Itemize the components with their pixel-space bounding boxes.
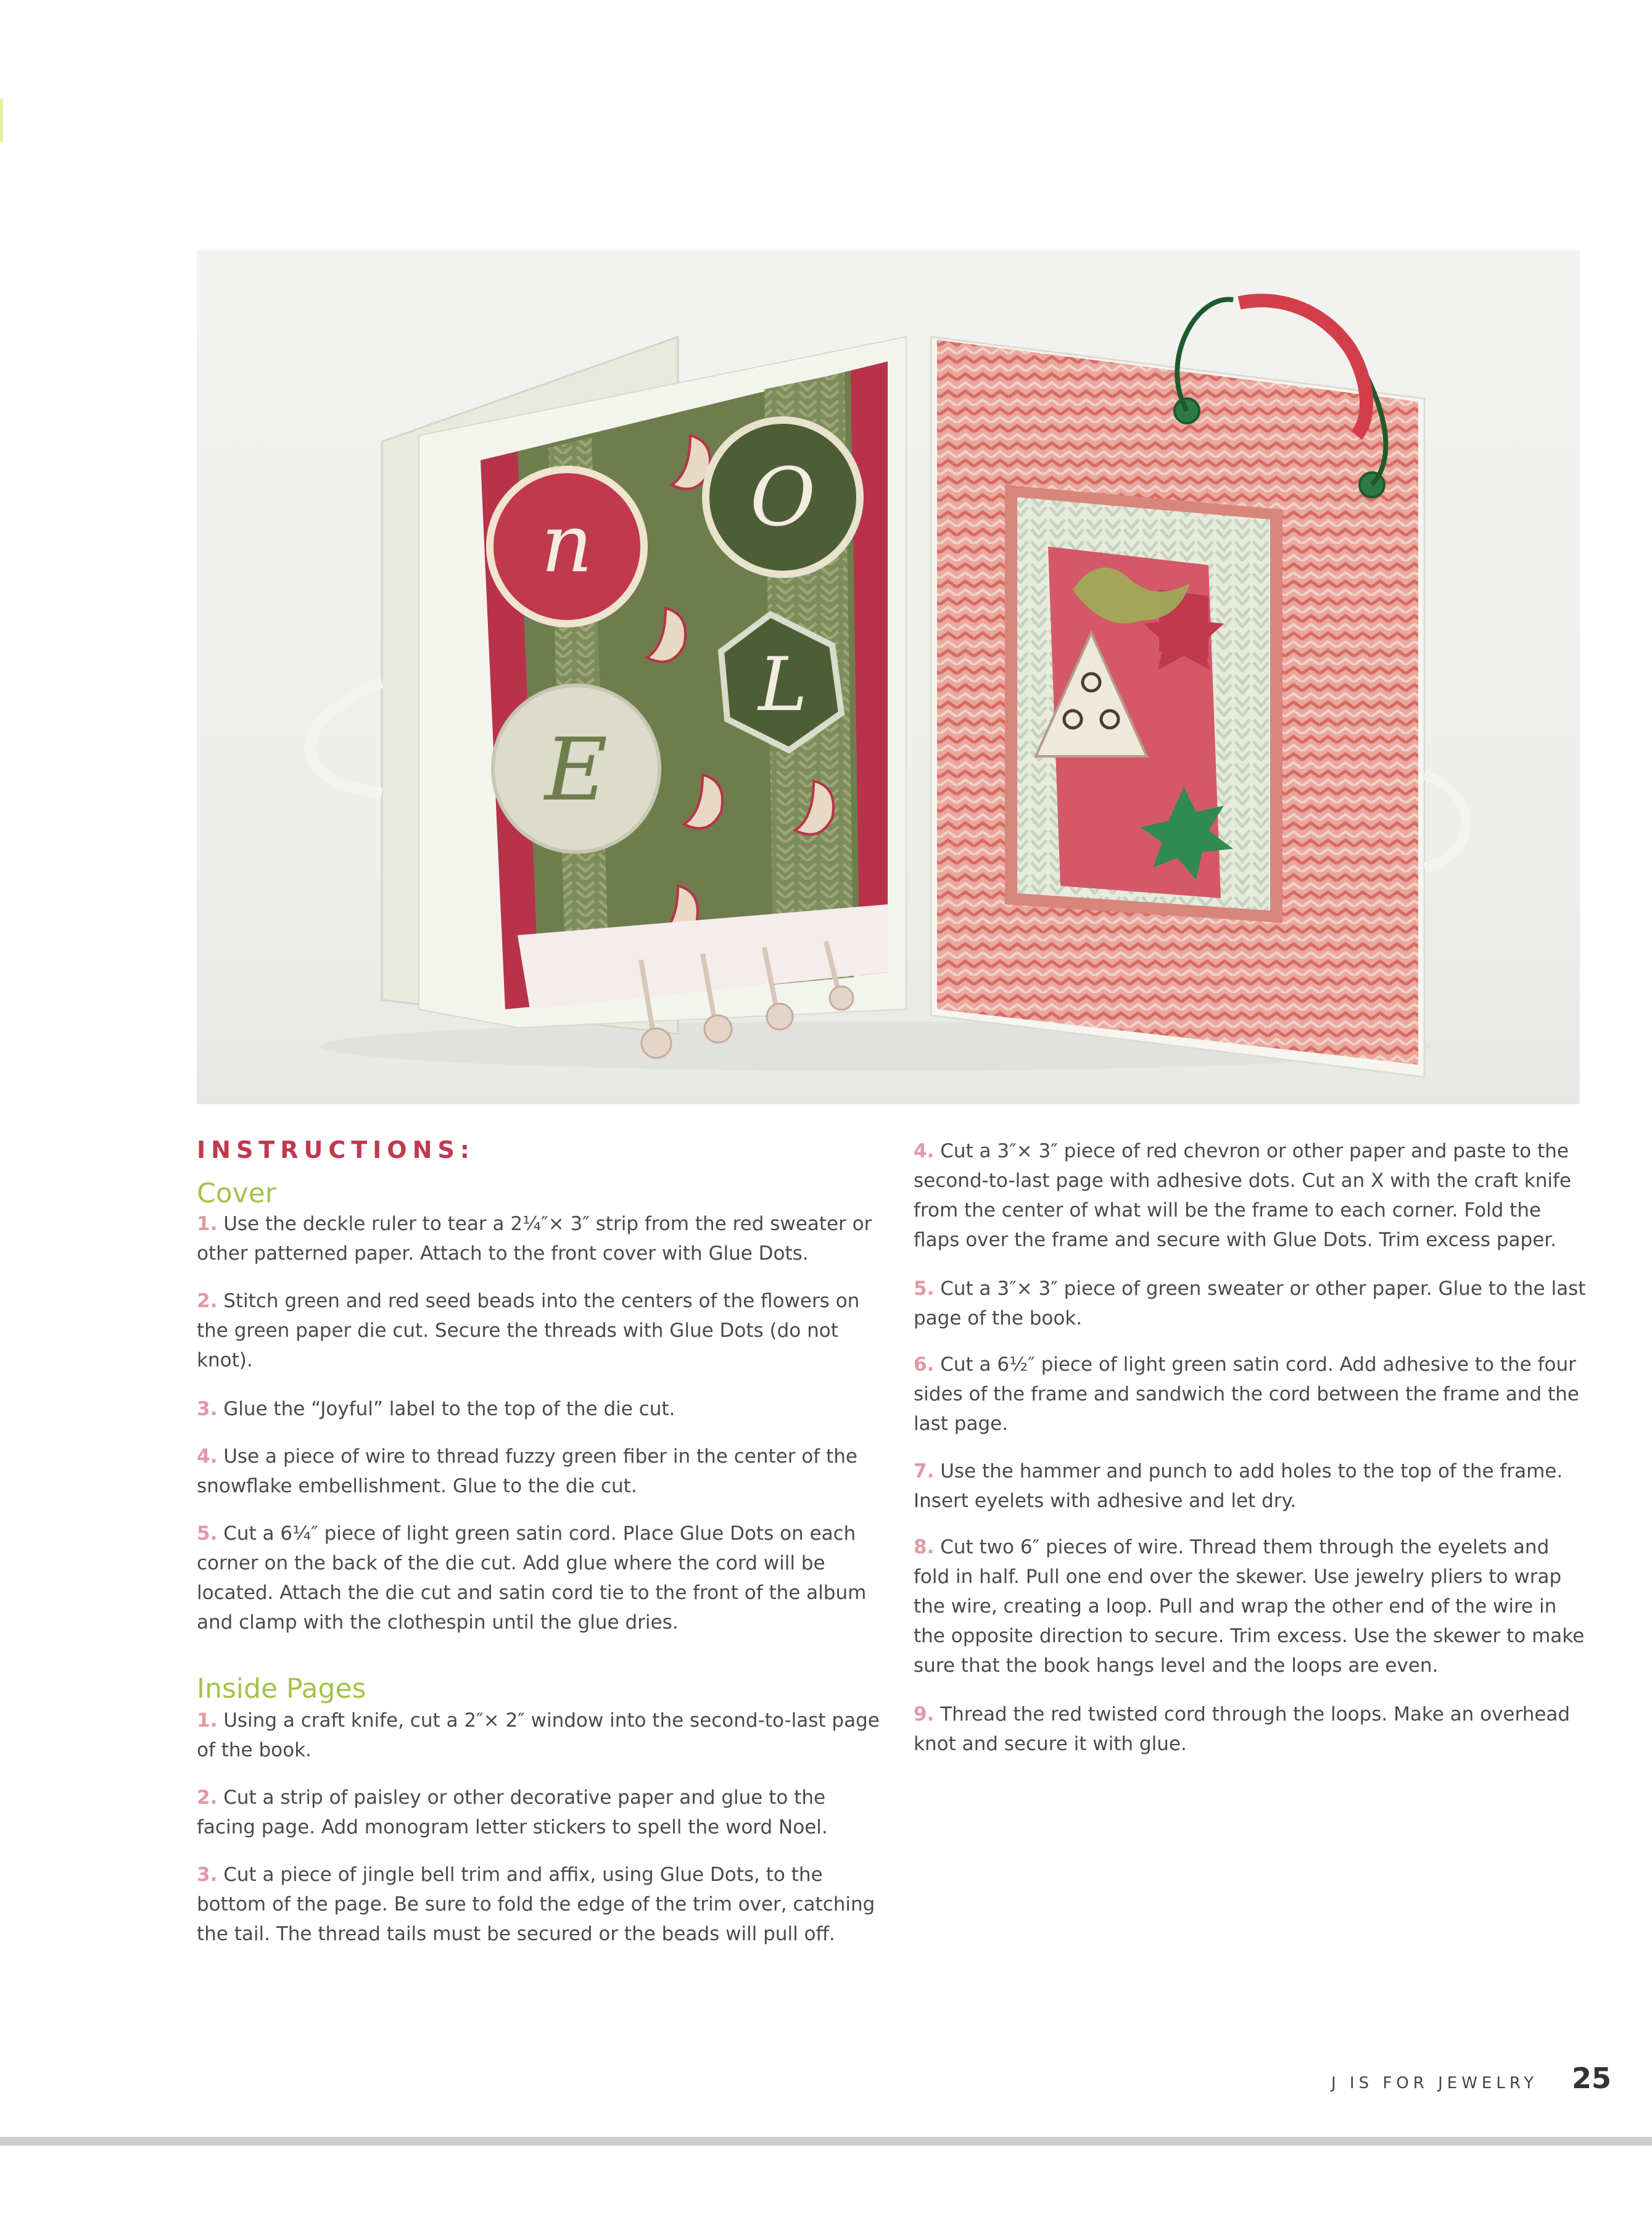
monogram-letter-o: O	[750, 450, 816, 544]
inside-step-2	[197, 1783, 882, 1842]
step-text: Using a craft knife, cut a 2″× 2″ window into the second-to-last page of the book.	[197, 1709, 880, 1761]
instructions-heading: INSTRUCTIONS:	[197, 1136, 475, 1163]
step-text: Glue the “Joyful” label to the top of the die cut.	[223, 1398, 675, 1420]
step-number: 4.	[914, 1140, 935, 1162]
inside-step-3	[197, 1860, 882, 1949]
monogram-o	[706, 420, 860, 574]
step-number: 5.	[197, 1522, 218, 1545]
monogram-letter-n: n	[541, 497, 593, 590]
step-number: 1.	[197, 1709, 218, 1732]
step-text: Cut a 6¼″ piece of light green satin cord. Place Glue Dots on each corner on the back of the die cut. Add glue where the cord will be located. Attach the die cut and satin cord tie to the front of the album and clamp with the clothespin until the glue dries.	[197, 1522, 867, 1634]
step-number: 4.	[197, 1445, 218, 1468]
step-text: Cut a piece of jingle bell trim and affix, using Glue Dots, to the bottom of the page. Be sure to fold the edge of the trim over, catching the tail. The thread tails must be secured or the beads will pull off.	[197, 1864, 875, 1945]
step-number: 1.	[197, 1213, 218, 1235]
inside-step-9	[914, 1700, 1586, 1759]
step-number: 3.	[197, 1398, 218, 1420]
running-footer-title: J IS FOR JEWELRY	[1331, 2074, 1538, 2092]
step-number: 3.	[197, 1864, 218, 1886]
step-number: 8.	[914, 1536, 935, 1558]
bottom-rule	[0, 2137, 1652, 2146]
step-text: Stitch green and red seed beads into the centers of the flowers on the green paper die cut. Secure the threads with Glue Dots (do not knot).	[197, 1290, 860, 1371]
step-number: 7.	[914, 1460, 935, 1482]
cover-step-2	[197, 1286, 882, 1375]
monogram-letter-e: E	[544, 720, 608, 820]
monogram-n	[490, 469, 644, 624]
mini-album-illustration	[197, 250, 1580, 1104]
step-text: Thread the red twisted cord through the loops. Make an overhead knot and secure it with glue.	[914, 1703, 1571, 1755]
page-number: 25	[1572, 2062, 1612, 2095]
step-text: Use the deckle ruler to tear a 2¼″× 3″ strip from the red sweater or other patterned paper. Attach to the front cover with Glue Dots.	[197, 1213, 872, 1265]
step-number: 5.	[914, 1278, 935, 1300]
cover-step-5	[197, 1519, 882, 1637]
inside-step-5	[914, 1274, 1586, 1333]
cover-step-4	[197, 1442, 882, 1501]
monogram-e	[493, 685, 659, 852]
inside-step-7	[914, 1456, 1586, 1516]
monogram-letter-l: L	[758, 642, 807, 728]
step-text: Cut two 6″ pieces of wire. Thread them through the eyelets and fold in half. Pull one end over the skewer. Use jewelry pliers to wrap the wire, creating a loop. Pull and wrap the other end of the wire in the opposite direction to secure. Trim excess. Use the skewer to make sure that the book hangs level and the loops are even.	[914, 1536, 1585, 1677]
step-number: 9.	[914, 1703, 935, 1725]
inside-step-4	[914, 1136, 1586, 1255]
step-number: 2.	[197, 1290, 218, 1312]
cover-subhead: Cover	[197, 1178, 276, 1209]
step-text: Cut a 3″× 3″ piece of green sweater or other paper. Glue to the last page of the book.	[914, 1278, 1586, 1329]
margin-mark	[0, 99, 3, 142]
step-text: Use a piece of wire to thread fuzzy green fiber in the center of the snowflake embellishment. Glue to the die cut.	[197, 1445, 857, 1497]
inside-step-1	[197, 1706, 882, 1765]
inside-step-8	[914, 1532, 1586, 1680]
cover-step-3	[197, 1394, 882, 1424]
step-text: Cut a 6½″ piece of light green satin cord. Add adhesive to the four sides of the frame and sandwich the cord between the frame and the last page.	[914, 1353, 1579, 1435]
step-text: Cut a strip of paisley or other decorative paper and glue to the facing page. Add monogram letter stickers to spell the word Noel.	[197, 1787, 828, 1838]
product-photo	[197, 250, 1580, 1104]
step-text: Cut a 3″× 3″ piece of red chevron or other paper and paste to the second-to-last page with adhesive dots. Cut an X with the craft knife from the center of what will be the frame to each corner. Fold the flaps over the frame and secure with Glue Dots. Trim excess paper.	[914, 1140, 1571, 1251]
step-number: 6.	[914, 1353, 935, 1376]
cover-step-1	[197, 1209, 882, 1268]
step-text: Use the hammer and punch to add holes to the top of the frame. Insert eyelets with adhesive and let dry.	[914, 1460, 1563, 1512]
inside-pages-subhead: Inside Pages	[197, 1673, 366, 1704]
inside-step-6	[914, 1350, 1586, 1439]
step-number: 2.	[197, 1787, 218, 1809]
